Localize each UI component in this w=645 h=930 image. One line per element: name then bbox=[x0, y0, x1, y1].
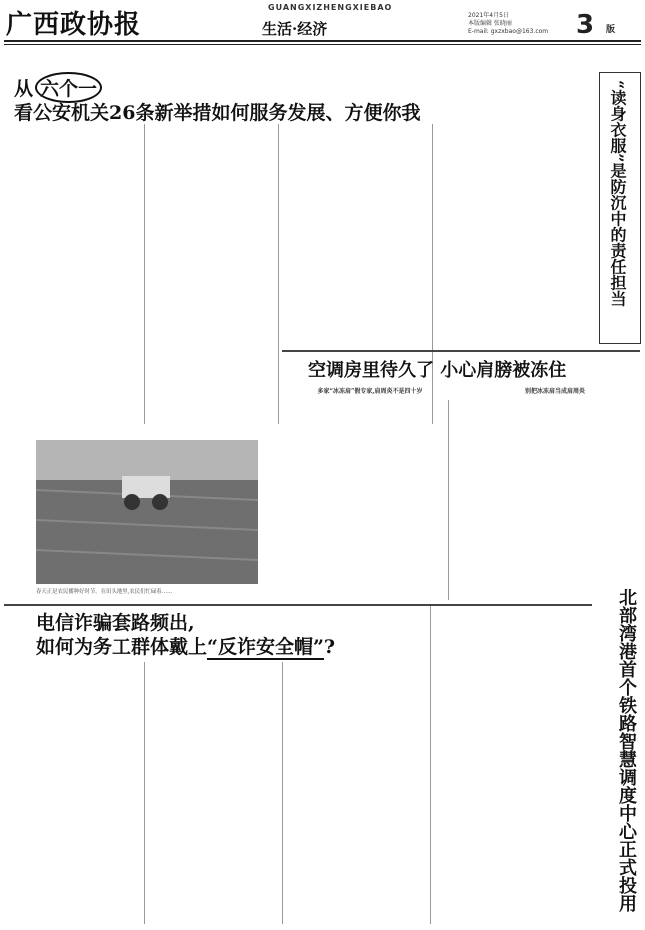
col-divider bbox=[144, 124, 145, 424]
third-column-3 bbox=[286, 662, 426, 924]
lead-headline: 看公安机关26条新举措如何服务发展、方便你我 bbox=[14, 102, 421, 124]
page-number: 3 bbox=[576, 10, 595, 40]
page-label: 版 bbox=[606, 25, 616, 35]
third-column-1 bbox=[10, 662, 140, 924]
third-headline-line2 bbox=[36, 632, 335, 659]
headline-post: ? bbox=[323, 636, 336, 658]
masthead-pinyin: GUANGXIZHENGXIEBAO bbox=[268, 3, 393, 12]
section-name: 生活·经济 bbox=[262, 20, 328, 38]
side-story-headline: 北部湾港首个铁路智慧调度中心正式投用 bbox=[616, 588, 637, 912]
third-column-2 bbox=[148, 662, 278, 924]
masthead-rule-thin bbox=[4, 44, 641, 45]
second-subtitle-1: 多家“冰冻肩”假专家,肩周炎不是四十岁 bbox=[317, 388, 423, 395]
second-column-2 bbox=[452, 400, 638, 600]
third-headline-line1: 电信诈骗套路频出, bbox=[36, 612, 195, 634]
headline-pre: 如何为务工群体戴上 bbox=[36, 636, 208, 658]
issue-meta bbox=[468, 12, 548, 36]
lead-sub-1 bbox=[10, 134, 140, 144]
farm-photo bbox=[36, 440, 258, 584]
editorial-title: “读身衣服”是防沉中的责任担当 bbox=[608, 80, 627, 307]
col-divider bbox=[430, 606, 431, 924]
col-divider bbox=[448, 400, 449, 600]
masthead-rule bbox=[4, 40, 641, 42]
kicker-ring: 六个一 bbox=[35, 72, 102, 103]
side-story-body bbox=[434, 608, 590, 924]
lead-column-2 bbox=[148, 124, 274, 424]
masthead-logo: 广西政协报 bbox=[6, 10, 142, 40]
second-headline: 空调房里待久了 小心肩膀被冻住 bbox=[308, 360, 567, 381]
col-divider bbox=[144, 662, 145, 924]
editor-line: 本版编辑 张晓丽 bbox=[468, 20, 512, 27]
story-rule bbox=[282, 350, 640, 352]
second-column-1 bbox=[284, 400, 444, 600]
story-rule bbox=[4, 604, 592, 606]
photo-caption: 春天正是农民播种好时节。在田头地里,农民们忙碌着…… bbox=[36, 589, 173, 595]
kicker-pre: 从 bbox=[14, 78, 34, 100]
headline-quote: “反诈安全帽” bbox=[207, 636, 324, 658]
tractor-field-image bbox=[36, 440, 258, 584]
col-divider bbox=[282, 662, 283, 924]
second-subtitle-2: 别把冰冻肩当成肩周炎 bbox=[524, 388, 585, 395]
date-line: 2021年4月5日 bbox=[468, 12, 509, 19]
lead-column-1 bbox=[10, 124, 140, 424]
editorial-body bbox=[436, 72, 592, 342]
col-divider bbox=[278, 124, 279, 424]
email-line: E-mail: gxzxbao@163.com bbox=[468, 28, 549, 35]
